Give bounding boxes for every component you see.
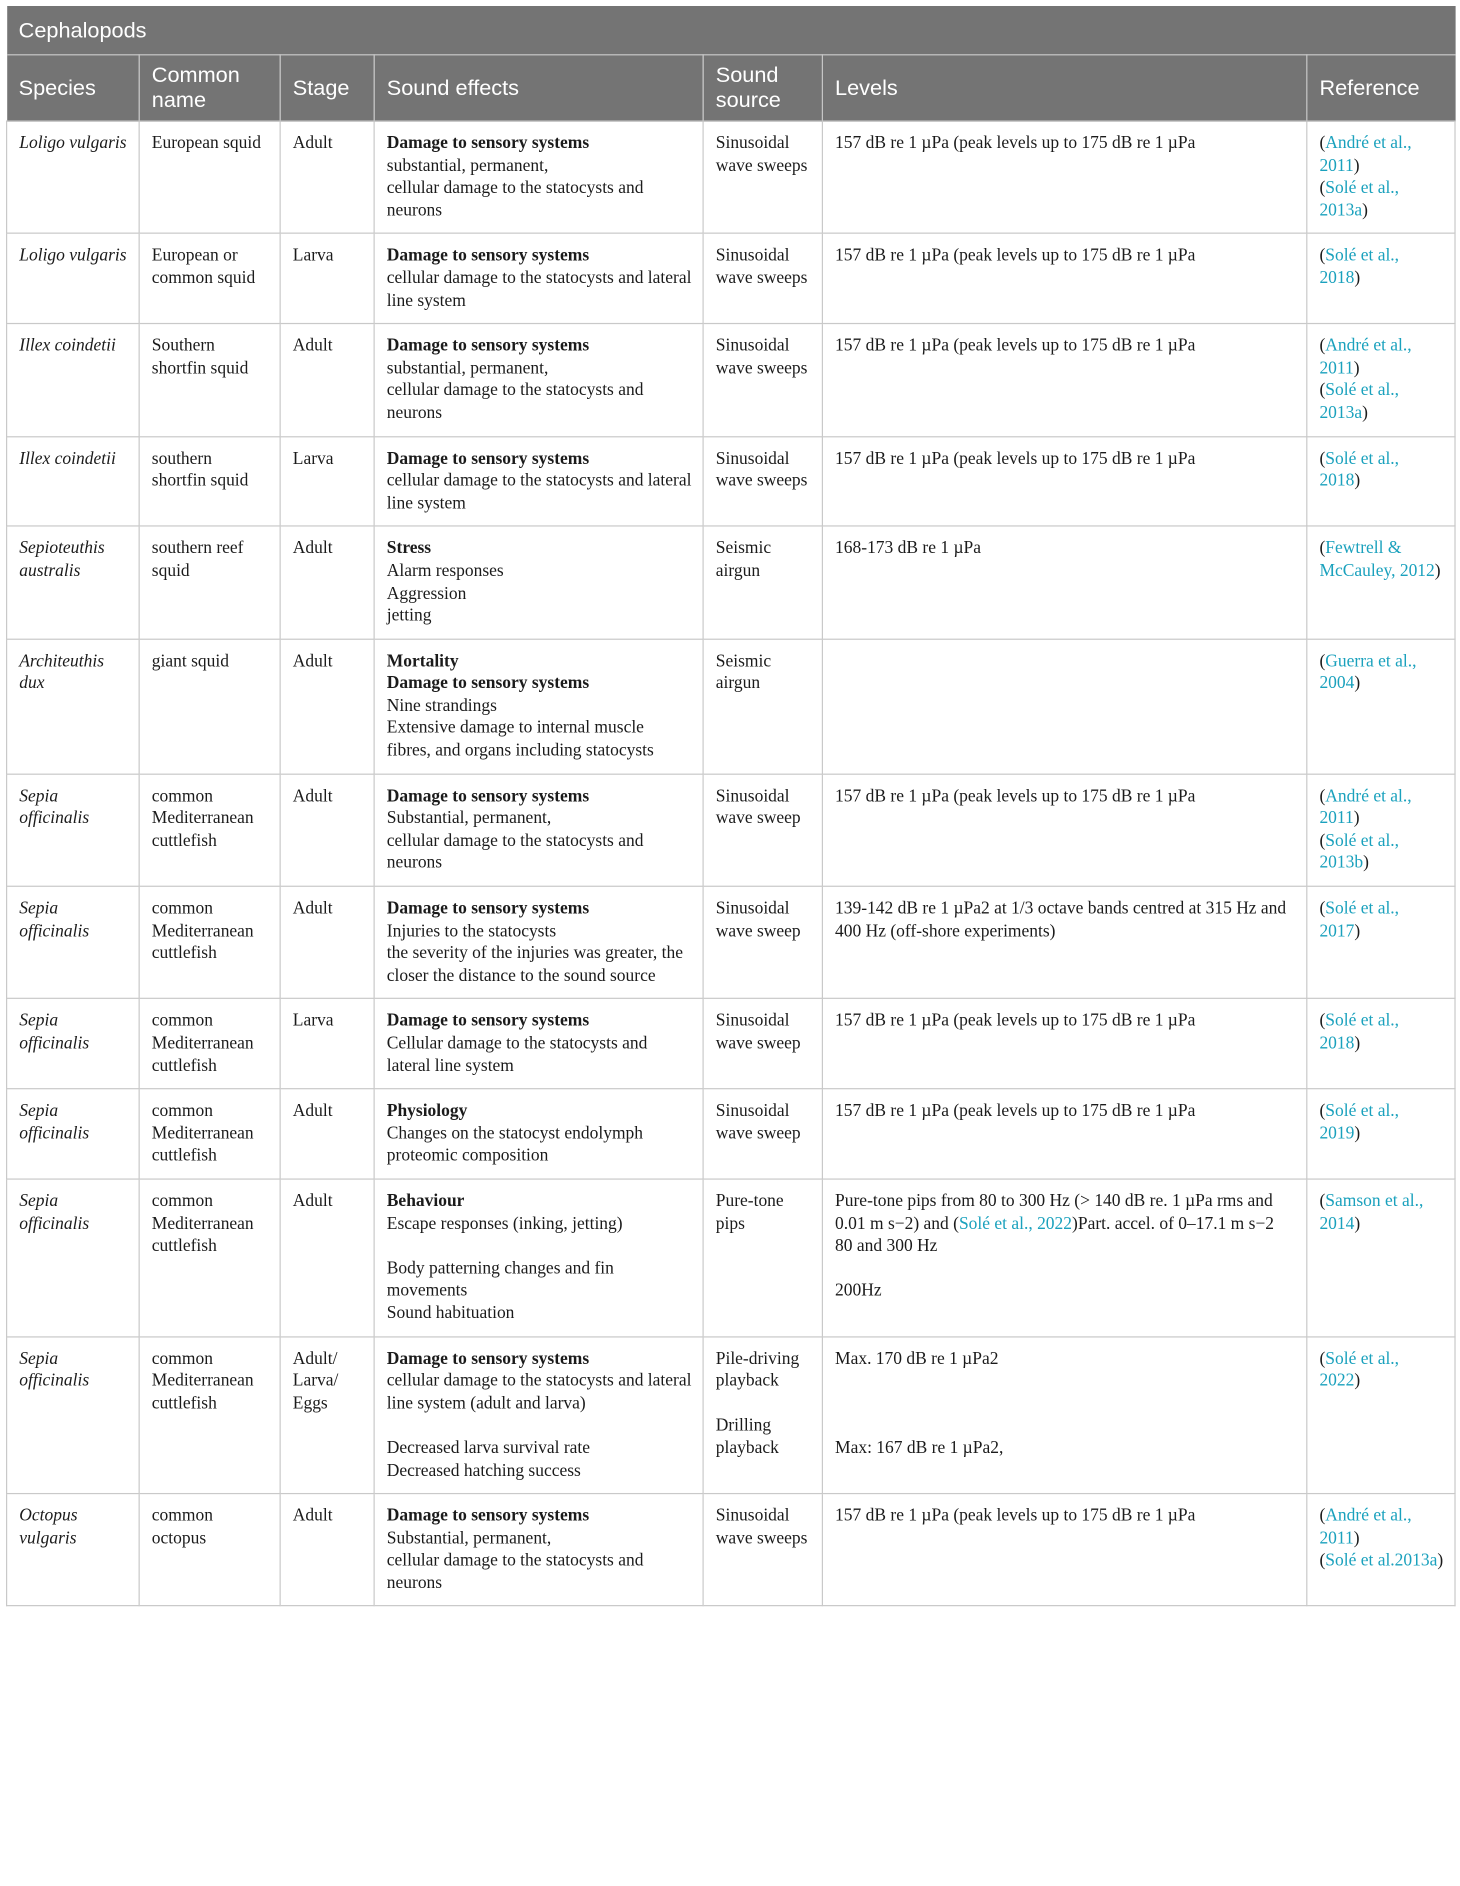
citation-link[interactable]: Solé et al., 2013a bbox=[1319, 178, 1400, 221]
sound-source-cell bbox=[703, 1179, 822, 1336]
levels-line: 139-142 dB re 1 µPa2 at 1/3 octave bands centred at 315 Hz and 400 Hz (off-shore experiments) bbox=[835, 898, 1287, 941]
table-row bbox=[7, 774, 1456, 887]
reference-cell bbox=[1307, 436, 1455, 526]
header-common-name: Common name bbox=[139, 55, 280, 121]
effect-detail: cellular damage to the statocysts and lateral line system bbox=[386, 268, 692, 311]
reference-paren: ) bbox=[1353, 156, 1360, 176]
stage-cell: Adult/ Larva/ Eggs bbox=[280, 1336, 374, 1493]
effect-detail: Substantial, permanent, bbox=[386, 1528, 552, 1549]
species-cell: Octopus vulgaris bbox=[7, 1494, 140, 1607]
effect-category: Physiology bbox=[386, 1101, 468, 1121]
reference-paren: ( bbox=[1319, 1551, 1326, 1571]
levels-cell bbox=[822, 639, 1306, 774]
effect-detail: Escape responses (inking, jetting) bbox=[386, 1214, 623, 1234]
reference-paren: ) bbox=[1354, 921, 1361, 941]
reference-cell bbox=[1307, 1336, 1455, 1493]
sound-source-cell bbox=[703, 1336, 822, 1493]
effect-detail: cellular damage to the statocysts and neurons bbox=[386, 1551, 644, 1593]
sound-source-cell bbox=[703, 999, 822, 1089]
reference-cell bbox=[1307, 121, 1455, 234]
sound-effects-cell bbox=[374, 436, 703, 526]
sound-effects-cell bbox=[374, 121, 703, 234]
sound-effects-cell bbox=[374, 526, 703, 639]
reference-paren: ( bbox=[1319, 336, 1326, 356]
levels-line: 157 dB re 1 µPa (peak levels up to 175 dB re 1 µPa bbox=[835, 448, 1196, 469]
table-row bbox=[7, 234, 1456, 324]
species-cell: Sepia officinalis bbox=[7, 886, 140, 999]
effect-category: Stress bbox=[386, 538, 432, 559]
effect-detail: Nine strandings bbox=[386, 696, 497, 716]
reference-paren: ) bbox=[1354, 1033, 1361, 1054]
sound-source-line: Seismic airgun bbox=[715, 651, 772, 694]
header-reference: Reference bbox=[1307, 55, 1455, 121]
levels-cell bbox=[822, 886, 1306, 999]
reference-cell bbox=[1307, 1179, 1455, 1336]
citation-link[interactable]: Solé et al., 2018 bbox=[1319, 246, 1400, 288]
citation-link[interactable]: Solé et al., 2019 bbox=[1319, 1101, 1400, 1144]
reference-entry bbox=[1319, 177, 1443, 222]
levels-line: 157 dB re 1 µPa (peak levels up to 175 dB re 1 µPa bbox=[835, 1101, 1196, 1121]
header-species: Species bbox=[7, 55, 140, 121]
levels-cell bbox=[822, 1494, 1306, 1607]
effect-detail: cellular damage to the statocysts and lateral line system bbox=[386, 471, 692, 513]
reference-cell bbox=[1307, 886, 1455, 999]
table-row bbox=[7, 526, 1456, 639]
table-title: Cephalopods bbox=[7, 6, 1456, 55]
species-cell: Loligo vulgaris bbox=[7, 121, 140, 234]
citation-link[interactable]: Solé et al., 2018 bbox=[1319, 448, 1400, 491]
common-name-cell: European or common squid bbox=[139, 234, 280, 324]
effect-category: Damage to sensory systems bbox=[386, 898, 590, 919]
species-cell: Sepioteuthis australis bbox=[7, 526, 140, 639]
effect-category: Damage to sensory systems bbox=[386, 246, 590, 266]
levels-line: Max. 170 dB re 1 µPa2 bbox=[835, 1349, 999, 1369]
reference-paren: ( bbox=[1319, 381, 1326, 401]
reference-entry bbox=[1319, 133, 1443, 178]
levels-cell bbox=[822, 1336, 1306, 1493]
sound-effects-cell bbox=[374, 1089, 703, 1179]
sound-effects-cell bbox=[374, 886, 703, 999]
sound-source-cell bbox=[703, 121, 822, 234]
sound-source-cell bbox=[703, 774, 822, 887]
common-name-cell: southern shortfin squid bbox=[139, 436, 280, 526]
sound-source-line: Sinusoidal wave sweeps bbox=[715, 448, 808, 491]
sound-source-cell bbox=[703, 886, 822, 999]
reference-paren: ) bbox=[1354, 471, 1361, 491]
effect-detail bbox=[387, 1415, 692, 1437]
effect-detail: Body patterning changes and fin movements bbox=[386, 1258, 614, 1301]
reference-cell bbox=[1307, 774, 1455, 887]
levels-line: 157 dB re 1 µPa (peak levels up to 175 dB re 1 µPa bbox=[835, 1506, 1196, 1526]
effect-detail: Changes on the statocyst endolymph proteomic composition bbox=[386, 1123, 644, 1166]
levels-line: 157 dB re 1 µPa (peak levels up to 175 dB re 1 µPa bbox=[835, 336, 1196, 356]
citation-link[interactable]: Solé et al., 2017 bbox=[1319, 898, 1400, 941]
citation-link[interactable]: Solé et al., 2022 bbox=[958, 1214, 1073, 1234]
table-row bbox=[7, 1089, 1456, 1179]
reference-paren: ( bbox=[1319, 831, 1326, 851]
reference-paren: ) bbox=[1363, 853, 1369, 873]
levels-line bbox=[835, 1190, 1295, 1235]
reference-paren: ) bbox=[1434, 561, 1441, 581]
reference-paren: ( bbox=[1319, 448, 1326, 469]
reference-paren: ( bbox=[1319, 1191, 1326, 1211]
stage-cell: Larva bbox=[280, 234, 374, 324]
stage-cell: Adult bbox=[280, 886, 374, 999]
sound-source-line: Pure-tone pips bbox=[715, 1191, 784, 1234]
table-row bbox=[7, 886, 1456, 999]
common-name-cell: giant squid bbox=[139, 639, 280, 774]
levels-cell bbox=[822, 774, 1306, 887]
effect-category: Damage to sensory systems bbox=[386, 336, 590, 356]
reference-paren: ( bbox=[1319, 1506, 1326, 1526]
levels-line: 80 and 300 Hz bbox=[835, 1236, 938, 1256]
stage-cell: Larva bbox=[280, 999, 374, 1089]
levels-line: 157 dB re 1 µPa (peak levels up to 175 dB re 1 µPa bbox=[835, 786, 1196, 806]
reference-paren: ) bbox=[1362, 403, 1368, 423]
reference-entry bbox=[1319, 1348, 1443, 1393]
reference-paren: ( bbox=[1319, 246, 1326, 266]
common-name-cell: southern reef squid bbox=[139, 526, 280, 639]
common-name-cell: common Mediterranean cuttlefish bbox=[139, 1089, 280, 1179]
citation-link[interactable]: André et al., 2011 bbox=[1319, 336, 1412, 379]
effect-category: Damage to sensory systems bbox=[386, 133, 590, 154]
sound-source-line: Sinusoidal wave sweep bbox=[715, 1101, 801, 1144]
levels-cell bbox=[822, 526, 1306, 639]
citation-link[interactable]: Solé et al.2013a bbox=[1325, 1551, 1438, 1571]
sound-effects-cell bbox=[374, 1179, 703, 1336]
effect-category: Damage to sensory systems bbox=[386, 1506, 590, 1526]
effect-detail: Decreased hatching success bbox=[386, 1461, 581, 1481]
common-name-cell: common Mediterranean cuttlefish bbox=[139, 999, 280, 1089]
effect-detail: cellular damage to the statocysts and neurons bbox=[386, 381, 644, 423]
effect-category: Damage to sensory systems bbox=[386, 1349, 590, 1369]
levels-cell bbox=[822, 999, 1306, 1089]
effect-detail: Decreased larva survival rate bbox=[386, 1438, 591, 1458]
levels-cell bbox=[822, 324, 1306, 437]
reference-paren: ) bbox=[1362, 200, 1368, 221]
levels-cell bbox=[822, 234, 1306, 324]
levels-line: 168-173 dB re 1 µPa bbox=[835, 538, 981, 559]
sound-effects-cell bbox=[374, 774, 703, 887]
common-name-cell: Southern shortfin squid bbox=[139, 324, 280, 437]
reference-cell bbox=[1307, 639, 1455, 774]
stage-cell: Adult bbox=[280, 526, 374, 639]
header-sound-effects: Sound effects bbox=[374, 55, 703, 121]
stage-cell: Adult bbox=[280, 121, 374, 234]
effect-detail: jetting bbox=[386, 606, 432, 626]
reference-paren: ( bbox=[1319, 1011, 1326, 1031]
levels-cell bbox=[822, 436, 1306, 526]
effect-detail: cellular damage to the statocysts and lateral line system (adult and larva) bbox=[386, 1371, 692, 1414]
reference-paren: ) bbox=[1437, 1551, 1444, 1571]
levels-line bbox=[835, 1393, 1295, 1415]
citation-link[interactable]: Solé et al., 2013b bbox=[1319, 831, 1400, 873]
stage-cell: Adult bbox=[280, 774, 374, 887]
levels-line: 157 dB re 1 µPa (peak levels up to 175 dB re 1 µPa bbox=[835, 133, 1196, 154]
species-cell: Sepia officinalis bbox=[7, 1336, 140, 1493]
reference-entry bbox=[1319, 1550, 1443, 1572]
reference-paren: ( bbox=[1319, 898, 1326, 919]
sound-source-line: Sinusoidal wave sweep bbox=[715, 1011, 801, 1054]
stage-cell: Adult bbox=[280, 1494, 374, 1607]
sound-source-line: Sinusoidal wave sweeps bbox=[715, 1506, 808, 1549]
levels-line bbox=[835, 1370, 1295, 1392]
species-cell: Sepia officinalis bbox=[7, 1089, 140, 1179]
levels-text: )Part. accel. of 0–17.1 m s−2 bbox=[1072, 1214, 1275, 1234]
sound-source-line: Seismic airgun bbox=[715, 538, 772, 581]
reference-cell bbox=[1307, 1494, 1455, 1607]
levels-line: 157 dB re 1 µPa (peak levels up to 175 dB re 1 µPa bbox=[835, 1011, 1196, 1031]
sound-effects-cell bbox=[374, 324, 703, 437]
sound-effects-cell bbox=[374, 1494, 703, 1607]
reference-entry bbox=[1319, 245, 1443, 290]
effect-detail: Extensive damage to internal muscle fibres, and organs including statocysts bbox=[386, 718, 654, 761]
effect-category: Mortality bbox=[386, 651, 459, 671]
sound-source-line: Sinusoidal wave sweeps bbox=[715, 336, 808, 379]
sound-source-line: Drilling playback bbox=[715, 1416, 779, 1458]
citation-link[interactable]: André et al., 2011 bbox=[1319, 1506, 1412, 1549]
table-row bbox=[7, 1494, 1456, 1607]
levels-cell bbox=[822, 1089, 1306, 1179]
levels-cell bbox=[822, 121, 1306, 234]
reference-entry bbox=[1319, 1505, 1443, 1550]
levels-line: Max: 167 dB re 1 µPa2, bbox=[835, 1438, 1004, 1458]
header-levels: Levels bbox=[822, 55, 1306, 121]
reference-paren: ( bbox=[1319, 178, 1326, 198]
effect-category: Damage to sensory systems bbox=[386, 448, 590, 469]
sound-source-cell bbox=[703, 436, 822, 526]
sound-effects-cell bbox=[374, 234, 703, 324]
table-row bbox=[7, 121, 1456, 234]
sound-source-line: Sinusoidal wave sweep bbox=[715, 786, 801, 829]
reference-cell bbox=[1307, 526, 1455, 639]
reference-paren: ) bbox=[1354, 673, 1361, 694]
stage-cell: Adult bbox=[280, 1179, 374, 1336]
reference-entry bbox=[1319, 1010, 1443, 1055]
stage-cell: Adult bbox=[280, 324, 374, 437]
sound-effects-cell bbox=[374, 1336, 703, 1493]
stage-cell: Larva bbox=[280, 436, 374, 526]
effect-detail: Injuries to the statocysts bbox=[386, 921, 557, 941]
effect-detail: substantial, permanent, bbox=[386, 358, 549, 379]
reference-paren: ) bbox=[1354, 1371, 1361, 1391]
effect-detail: Sound habituation bbox=[386, 1303, 515, 1323]
levels-line: 157 dB re 1 µPa (peak levels up to 175 dB re 1 µPa bbox=[835, 246, 1196, 266]
reference-paren: ( bbox=[1319, 538, 1326, 559]
common-name-cell: European squid bbox=[139, 121, 280, 234]
citation-link[interactable]: André et al., 2011 bbox=[1319, 133, 1412, 176]
citation-link[interactable]: André et al., 2011 bbox=[1319, 786, 1412, 829]
common-name-cell: common Mediterranean cuttlefish bbox=[139, 1336, 280, 1493]
sound-source-cell bbox=[703, 639, 822, 774]
effect-detail: substantial, permanent, bbox=[386, 156, 549, 176]
common-name-cell: common Mediterranean cuttlefish bbox=[139, 886, 280, 999]
species-cell: Loligo vulgaris bbox=[7, 234, 140, 324]
species-cell: Architeuthis dux bbox=[7, 639, 140, 774]
reference-entry bbox=[1319, 538, 1443, 583]
species-cell: Sepia officinalis bbox=[7, 1179, 140, 1336]
table-row bbox=[7, 639, 1456, 774]
levels-line: 200Hz bbox=[835, 1281, 882, 1301]
table-row bbox=[7, 1179, 1456, 1336]
reference-entry bbox=[1319, 785, 1443, 830]
reference-paren: ) bbox=[1353, 358, 1360, 379]
reference-paren: ) bbox=[1353, 808, 1360, 829]
levels-line bbox=[835, 1415, 1295, 1437]
species-cell: Sepia officinalis bbox=[7, 999, 140, 1089]
reference-entry bbox=[1319, 830, 1443, 875]
citation-link[interactable]: Samson et al., 2014 bbox=[1319, 1191, 1424, 1234]
reference-paren: ) bbox=[1353, 1528, 1360, 1549]
citation-link[interactable]: Fewtrell & McCauley, 2012 bbox=[1319, 538, 1435, 581]
effect-detail: cellular damage to the statocysts and neurons bbox=[386, 178, 644, 221]
header-sound-source: Sound source bbox=[703, 55, 822, 121]
levels-line bbox=[835, 1258, 1295, 1280]
reference-entry bbox=[1319, 1190, 1443, 1235]
reference-entry bbox=[1319, 650, 1443, 695]
reference-entry bbox=[1319, 898, 1443, 943]
common-name-cell: common Mediterranean cuttlefish bbox=[139, 1179, 280, 1336]
sound-effects-cell bbox=[374, 999, 703, 1089]
sound-source-line bbox=[716, 1393, 811, 1415]
citation-link[interactable]: Guerra et al., 2004 bbox=[1319, 651, 1417, 694]
reference-paren: ( bbox=[1319, 133, 1326, 154]
effect-category: Damage to sensory systems bbox=[386, 673, 590, 694]
species-cell: Illex coindetii bbox=[7, 324, 140, 437]
reference-entry bbox=[1319, 448, 1443, 493]
citation-link[interactable]: Solé et al., 2013a bbox=[1319, 381, 1400, 423]
effect-detail bbox=[387, 1235, 692, 1257]
effect-detail: Cellular damage to the statocysts and lateral line system bbox=[386, 1033, 648, 1076]
reference-entry bbox=[1319, 1100, 1443, 1145]
sound-effects-cell bbox=[374, 639, 703, 774]
stage-cell: Adult bbox=[280, 1089, 374, 1179]
effect-detail: Substantial, permanent, bbox=[386, 808, 552, 829]
effect-detail: Alarm responses bbox=[386, 561, 504, 581]
reference-entry bbox=[1319, 335, 1443, 380]
table-body bbox=[7, 121, 1456, 1606]
reference-paren: ) bbox=[1354, 1123, 1361, 1144]
sound-source-cell bbox=[703, 526, 822, 639]
reference-paren: ) bbox=[1354, 268, 1361, 288]
effect-detail: cellular damage to the statocysts and neurons bbox=[386, 831, 644, 873]
sound-source-line: Sinusoidal wave sweeps bbox=[715, 133, 808, 176]
reference-entry bbox=[1319, 380, 1443, 425]
stage-cell: Adult bbox=[280, 639, 374, 774]
sound-source-line: Sinusoidal wave sweeps bbox=[715, 246, 808, 288]
table-row bbox=[7, 436, 1456, 526]
reference-cell bbox=[1307, 234, 1455, 324]
levels-text: Pure-tone pips from 80 to 300 Hz (> 140 dB re. 1 µPa rms and 0.01 m s−2) and ( bbox=[835, 1191, 1273, 1234]
sound-source-line: Sinusoidal wave sweep bbox=[715, 898, 801, 941]
reference-paren: ( bbox=[1319, 786, 1326, 806]
table-row bbox=[7, 1336, 1456, 1493]
table-row bbox=[7, 324, 1456, 437]
species-cell: Illex coindetii bbox=[7, 436, 140, 526]
sound-source-cell bbox=[703, 1494, 822, 1607]
effect-category: Behaviour bbox=[386, 1191, 465, 1211]
reference-paren: ( bbox=[1319, 651, 1326, 671]
table-container bbox=[6, 6, 1460, 1607]
sound-source-line: Pile-driving playback bbox=[715, 1349, 800, 1391]
common-name-cell: common Mediterranean cuttlefish bbox=[139, 774, 280, 887]
citation-link[interactable]: Solé et al., 2018 bbox=[1319, 1011, 1400, 1054]
reference-cell bbox=[1307, 999, 1455, 1089]
table-row bbox=[7, 999, 1456, 1089]
effect-category: Damage to sensory systems bbox=[386, 1011, 590, 1031]
effect-detail: Aggression bbox=[386, 583, 467, 604]
effect-detail: the severity of the injuries was greater, the closer the distance to the sound source bbox=[386, 943, 684, 986]
sound-source-cell bbox=[703, 324, 822, 437]
reference-paren: ) bbox=[1354, 1214, 1361, 1234]
sound-source-cell bbox=[703, 1089, 822, 1179]
citation-link[interactable]: Solé et al., 2022 bbox=[1319, 1349, 1400, 1391]
header-stage: Stage bbox=[280, 55, 374, 121]
species-cell: Sepia officinalis bbox=[7, 774, 140, 887]
cephalopods-table bbox=[6, 6, 1456, 1607]
effect-category: Damage to sensory systems bbox=[386, 786, 590, 806]
levels-cell bbox=[822, 1179, 1306, 1336]
common-name-cell: common octopus bbox=[139, 1494, 280, 1607]
reference-paren: ( bbox=[1319, 1101, 1326, 1121]
reference-cell bbox=[1307, 324, 1455, 437]
reference-cell bbox=[1307, 1089, 1455, 1179]
reference-paren: ( bbox=[1319, 1349, 1326, 1369]
sound-source-cell bbox=[703, 234, 822, 324]
